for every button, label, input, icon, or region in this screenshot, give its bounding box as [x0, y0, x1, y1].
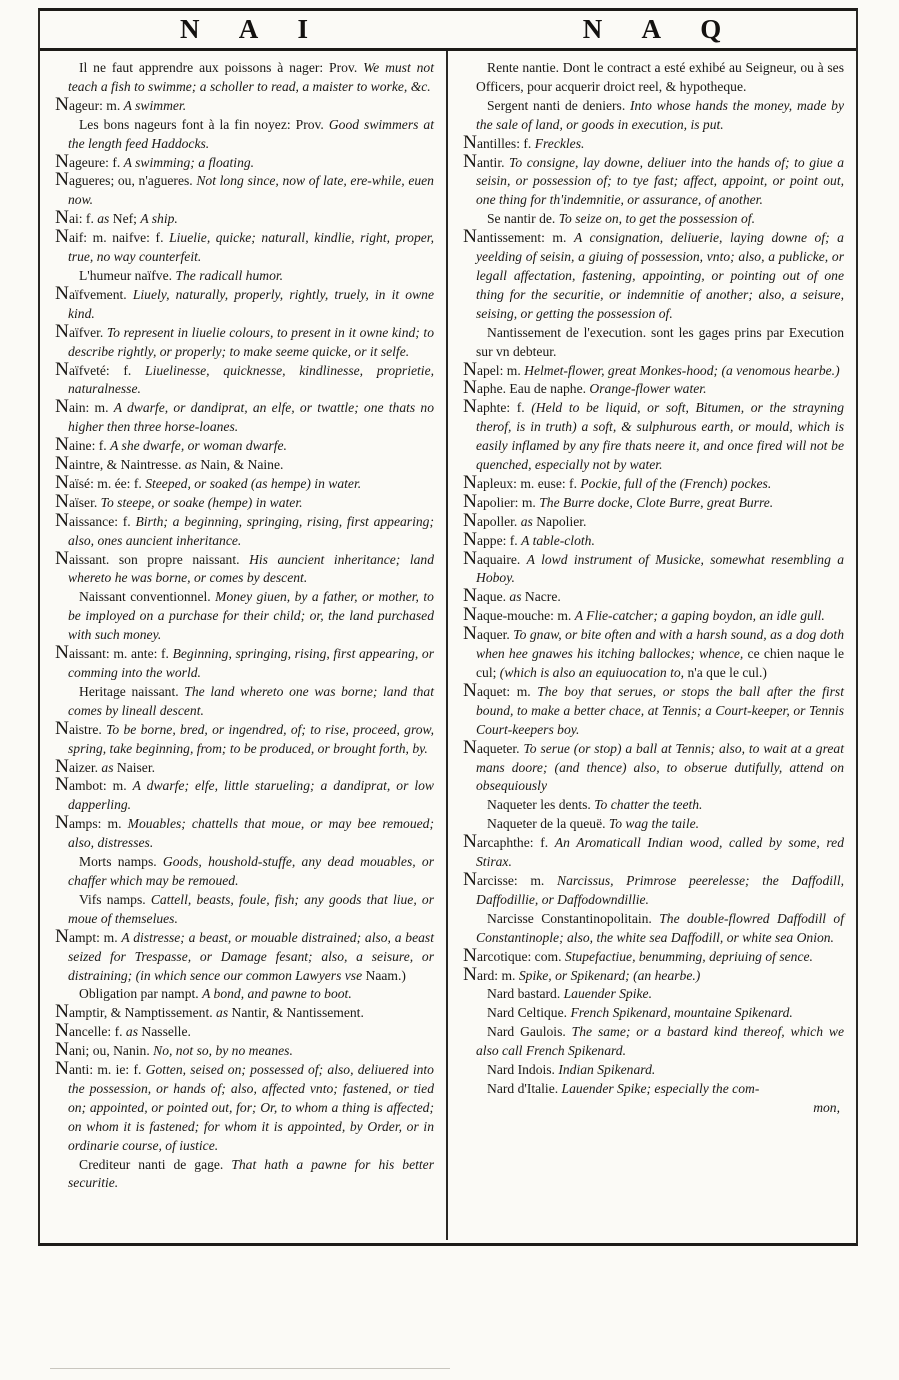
dictionary-subentry — [463, 796, 844, 815]
dictionary-entry — [463, 547, 844, 589]
text-run: Nageur: m. — [55, 93, 124, 115]
text-run: Nantissement: m. — [463, 226, 574, 248]
text-run: Vifs namps. — [79, 891, 151, 907]
text-run: Narcotique: com. — [463, 944, 565, 966]
text-run: Naqueter de la queuë. — [487, 816, 609, 832]
text-run: Naphte: f. — [463, 396, 532, 418]
dictionary-entry — [463, 963, 844, 986]
dictionary-entry — [463, 358, 844, 381]
dictionary-entry — [55, 320, 434, 362]
text-run: A table-cloth. — [521, 532, 595, 548]
dictionary-entry — [463, 585, 844, 607]
text-run: as — [97, 211, 113, 227]
text-run: Naïfvement. — [55, 282, 133, 304]
column-right-entries — [463, 59, 844, 1099]
text-run: Nard Celtique. — [487, 1005, 571, 1021]
dictionary-entry — [55, 755, 434, 778]
text-run: Il ne faut apprendre aux poissons à nager: Prov. — [79, 60, 364, 75]
running-head — [40, 11, 856, 51]
dictionary-subentry — [55, 853, 434, 891]
text-run: We must not teach a fish to swimme; a scholler to read, a maister to worke, &c. — [68, 60, 434, 94]
text-run: To seize on, to get the possession of. — [558, 211, 755, 227]
text-run: A ship. — [140, 211, 178, 227]
text-run: Nantilles: f. — [463, 131, 535, 153]
text-run: To gnaw, or bite often and with a harsh sound, as a dog doth when hee gnawes his itching ballockes; whence, — [476, 627, 845, 662]
dictionary-entry — [463, 604, 844, 626]
text-run: Naque-mouche: m. — [463, 604, 575, 626]
dictionary-entry — [463, 150, 844, 211]
text-run: Nard Indois. — [487, 1062, 559, 1078]
text-run: Nard d'Italie. — [487, 1080, 562, 1096]
text-run: Namps: m. — [55, 812, 128, 834]
dictionary-entry — [463, 396, 845, 475]
text-run: Naintre, & Naintresse. — [55, 453, 185, 475]
text-run: Nancelle: f. — [55, 1020, 126, 1042]
text-run: Naïfver. — [55, 320, 107, 342]
text-run: Obligation par nampt. — [79, 986, 203, 1002]
text-run: Crediteur nanti de gage. — [79, 1156, 232, 1172]
dictionary-subentry — [463, 1080, 844, 1099]
dictionary-entry — [463, 831, 844, 872]
dictionary-entry — [55, 434, 434, 456]
text-run: as — [216, 1005, 232, 1021]
text-run: A distresse; a beast, or mouable distrained; also, a beast seized for Trespasse, or Damage fesant; also, a seisure, or distraining; (in which sence our common Lawyers vse — [68, 929, 434, 983]
text-run: Not long since, now of late, ere-while, euen now. — [68, 173, 434, 208]
text-run: Liuelie, quicke; naturall, kindlie, right, proper, true, no way counterfeit. — [68, 230, 434, 265]
dictionary-subentry — [463, 97, 844, 135]
text-run: Naissant. son propre naissant. — [55, 547, 250, 569]
text-run: Nantissement de l'execution. sont les gages prins par Execution sur vn debteur. — [476, 324, 844, 359]
text-run: Rente nantie. Dont le contract a esté exhibé au Seigneur, ou à ses Officers, pour acquerir droict reel, & hypotheque. — [476, 60, 844, 94]
text-run: Naïfveté: f. — [55, 358, 146, 380]
dictionary-entry — [55, 358, 434, 400]
page-frame — [38, 8, 858, 1246]
dictionary-subentry — [463, 985, 844, 1004]
text-run: The boy that serues, or stops the ball after the first bound, to make a better chace, at Tennis; a Court-keeper, or Tennis Court-keepers boy. — [476, 683, 844, 737]
text-run: as — [101, 759, 117, 775]
text-run: Napleux: m. euse: f. — [463, 471, 581, 493]
dictionary-entry — [55, 925, 434, 986]
text-run: Into whose hands the money, made by the sale of land, or goods in execution, is put. — [476, 97, 844, 132]
dictionary-subentry — [55, 267, 434, 286]
dictionary-entry — [55, 150, 434, 173]
text-run: To serue (or stop) a ball at Tennis; also, to wait at a great mans doore; (and thence) also, to obserue dutifully, attend on obsequiously — [476, 740, 844, 794]
column-left — [40, 51, 448, 1240]
text-run: To chatter the teeth. — [594, 797, 703, 813]
text-run: Naquaire. — [463, 547, 527, 569]
running-head-left: N A I — [179, 14, 326, 44]
text-run: Naam.) — [365, 967, 406, 983]
text-run: Naqueter les dents. — [487, 797, 595, 813]
text-run: ce chien naque le cul; — [476, 646, 844, 680]
text-run: A lowd instrument of Musicke, somewhat resembling a Hoboy. — [476, 551, 844, 586]
text-run: Nai: f. — [55, 207, 98, 229]
text-run: Naquet: m. — [463, 679, 538, 701]
text-run: Naissant: m. ante: f. — [55, 642, 173, 664]
text-run: as — [509, 589, 525, 605]
text-run: A swimmer. — [123, 97, 187, 113]
text-run: A Flie-catcher; a gaping boydon, an idle gull. — [574, 608, 825, 624]
dictionary-entry — [55, 1020, 434, 1042]
text-run: Narcissus, Primrose peerelesse; the Daffodill, Daffodillie, or Daffodowndillie. — [476, 872, 844, 907]
dictionary-entry — [55, 642, 434, 683]
dictionary-subentry — [55, 1156, 434, 1194]
catchword: mon, — [813, 1099, 840, 1115]
text-run: as — [125, 1024, 142, 1040]
text-columns — [40, 51, 856, 1240]
dictionary-entry — [463, 623, 845, 683]
text-run: The same; or a bastard kind thereof, which we also call French Spikenard. — [476, 1024, 844, 1059]
text-run: Naiser. — [116, 759, 156, 775]
dictionary-entry — [463, 490, 844, 513]
text-run: as — [184, 457, 201, 473]
text-run: Money giuen, by a father, or mother, to be imployed on a purchase for their child; or, the land purchased with such money. — [68, 589, 434, 643]
text-run: Gotten, seised on; possessed of; also, deliuered into the possession, or hands of; also, affected vnto; fastened, or tied on; appointed, or pointed out, for; Or, to whom a thing is affected; on whom it is fastened; for whom it is appointed, by Order, or in ordinarie course, of iustice. — [68, 1062, 434, 1153]
dictionary-entry — [55, 774, 434, 815]
text-run: To wag the taile. — [608, 816, 700, 832]
text-run: Narcisse: m. — [463, 868, 557, 890]
text-run: Liuelinesse, quicknesse, kindlinesse, proprietie, naturalnesse. — [68, 362, 434, 397]
text-run: Freckles. — [534, 135, 585, 151]
text-run: Stupefactiue, benumming, depriuing of sence. — [564, 948, 813, 964]
dictionary-subentry — [55, 985, 434, 1004]
dictionary-subentry — [55, 891, 434, 929]
text-run: Nasselle. — [141, 1024, 191, 1040]
text-run: Pockie, full of the (French) pockes. — [580, 475, 772, 491]
dictionary-subentry — [463, 1023, 844, 1061]
text-run: Naissant conventionnel. — [79, 589, 216, 605]
dictionary-entry — [463, 226, 844, 324]
text-run: Napolier: m. — [463, 490, 540, 512]
dictionary-subentry — [463, 815, 844, 834]
dictionary-entry — [463, 528, 844, 551]
text-run: Orange-flower water. — [589, 381, 707, 397]
text-run: Mouables; chattells that moue, or may bee remoued; also, distresses. — [68, 816, 434, 851]
text-run: Naine: f. — [55, 434, 111, 456]
dictionary-entry — [463, 471, 844, 494]
text-run: Goods, houshold-stuffe, any dead mouables, or chaffer which may be remoued. — [68, 854, 434, 888]
text-run: as — [520, 513, 537, 529]
text-run: Indian Spikenard. — [558, 1062, 656, 1078]
dictionary-subentry — [55, 59, 434, 97]
dictionary-entry — [55, 282, 435, 324]
text-run: That hath a pawne for his better securitie. — [68, 1156, 434, 1191]
text-run: Nain: m. — [55, 396, 114, 418]
dictionary-entry — [55, 396, 435, 437]
text-run: Naphe. Eau de naphe. — [463, 377, 590, 399]
text-run: A dwarfe, or dandiprat, an elfe, or twattle; one thats no higher then three horse-loanes. — [68, 400, 435, 435]
dictionary-entry — [463, 868, 844, 910]
dictionary-entry — [463, 736, 844, 797]
text-run: (Held to be liquid, or soft, Bitumen, or the strayning therof, is in truth) a soft, & sulphurous earth, or mould, which is easily inflamed by any fire thats neere it, and once fired will not be quenched, especially not by water. — [476, 400, 845, 473]
text-run: Nantir. — [463, 150, 510, 172]
dictionary-entry — [55, 169, 434, 210]
dictionary-entry — [55, 1001, 434, 1023]
text-run: Cattell, beasts, foule, fish; any goods that liue, or moue of themselues. — [68, 891, 435, 926]
text-run: A dwarfe; elfe, little starueling; a dandiprat, or low dapperling. — [68, 778, 434, 813]
dictionary-entry — [463, 944, 844, 967]
text-run: (which is also an equiuocation to, — [499, 665, 688, 680]
text-run: To steepe, or soake (hempe) in water. — [100, 494, 303, 510]
text-run: Naque. — [463, 585, 510, 607]
text-run: A swimming; a floating. — [123, 154, 255, 170]
text-run: A consignation, deliuerie, laying downe of; a yeelding of seisin, a giuing of possession, vnto; also, a publicke, or legall affectation, fastening, appointing, or pointing out of one thing for the securitie, or indemnitie of another; also, a seisure, seising, or getting the possession of. — [476, 230, 844, 321]
dictionary-subentry — [463, 1004, 844, 1023]
text-run: To be borne, bred, or ingendred, of; to rise, proceed, grow, spring, take beginning, from; to be produced, or brought forth, by. — [68, 721, 434, 756]
dictionary-entry — [55, 490, 434, 513]
text-run: Nard: m. — [463, 963, 519, 985]
text-run: Nard Gaulois. — [487, 1024, 572, 1040]
text-run: The Burre docke, Clote Burre, great Burre. — [539, 494, 774, 510]
dictionary-subentry — [463, 59, 844, 97]
text-run: Naïser. — [55, 490, 101, 512]
text-run: A bond, and pawne to boot. — [202, 986, 352, 1002]
text-run: L'humeur naïfve. — [79, 267, 176, 283]
text-run: Beginning, springing, rising, first appearing, or comming into the world. — [68, 646, 434, 680]
dictionary-entry — [55, 547, 435, 589]
text-run: Sergent nanti de deniers. — [487, 97, 631, 113]
text-run: Naquer. — [463, 623, 514, 645]
text-run: To represent in liuelie colours, to present in it owne kind; to describe rightly, or properly; to make seeme quicke, or it selfe. — [68, 324, 434, 359]
text-run: Napoller. — [463, 509, 521, 531]
dictionary-entry — [55, 226, 434, 267]
dictionary-entry — [55, 509, 434, 551]
dictionary-subentry — [55, 116, 434, 154]
text-run: Naïsé: m. ée: f. — [55, 471, 146, 493]
dictionary-entry — [55, 207, 434, 229]
text-run: Nanti: m. ie: f. — [55, 1058, 146, 1080]
dictionary-subentry — [463, 324, 844, 362]
dictionary-entry — [463, 131, 844, 154]
text-run: Lauender Spike; especially the com- — [561, 1080, 760, 1096]
text-run: Nagueres; ou, n'agueres. — [55, 169, 197, 191]
dictionary-entry — [55, 1058, 434, 1156]
text-run: His auncient inheritance; land whereto he was borne, or comes by descent. — [68, 551, 435, 586]
text-run: Spike, or Spikenard; (an hearbe.) — [518, 967, 701, 983]
dictionary-entry — [463, 377, 844, 399]
text-run: n'a que le cul.) — [687, 665, 767, 680]
text-run: Liuely, naturally, properly, rightly, truely, in it owne kind. — [68, 286, 435, 321]
text-run: Steeped, or soaked (as hempe) in water. — [145, 475, 362, 491]
dictionary-entry — [55, 812, 434, 853]
dictionary-subentry — [463, 210, 844, 229]
text-run: The radicall humor. — [175, 267, 284, 283]
dictionary-entry — [463, 679, 844, 740]
text-run: Nageure: f. — [55, 150, 124, 172]
text-run: Naizer. — [55, 755, 102, 777]
text-run: An Aromaticall Indian wood, called by some, red Stirax. — [476, 835, 844, 870]
text-run: Good swimmers at the length feed Haddocks. — [68, 116, 434, 151]
column-right — [448, 51, 856, 1240]
text-run: Nappe: f. — [463, 528, 522, 550]
text-run: Morts namps. — [79, 854, 163, 870]
dictionary-entry — [55, 471, 434, 494]
running-head-right: N A Q — [582, 14, 739, 44]
text-run: Lauender Spike. — [563, 986, 652, 1002]
dictionary-entry — [55, 1039, 434, 1061]
text-run: Naif: m. naifve: f. — [55, 226, 170, 248]
dictionary-entry — [55, 453, 434, 475]
text-run: Naistre. — [55, 717, 107, 739]
text-run: Nain, & Naine. — [200, 457, 284, 473]
text-run: Helmet-flower, great Monkes-hood; (a venomous hearbe.) — [524, 362, 840, 378]
text-run: Napolier. — [536, 513, 587, 529]
dictionary-entry — [55, 93, 434, 116]
text-run: Les bons nageurs font à la fin noyez: Prov. — [79, 116, 329, 132]
text-run: Napel: m. — [463, 358, 525, 380]
text-run: The double-flowred Daffodill of Constantinople; also, the white sea Daffodill, or white sea Onion. — [476, 910, 844, 945]
text-run: Nambot: m. — [55, 774, 133, 796]
text-run: Birth; a beginning, springing, rising, first appearing; also, ones auncient inheritance. — [68, 513, 434, 548]
text-run: Namptir, & Namptissement. — [55, 1001, 217, 1023]
text-run: Heritage naissant. — [79, 683, 185, 699]
dictionary-subentry — [55, 588, 434, 645]
text-run: Nacre. — [524, 589, 561, 605]
dictionary-entry — [463, 509, 844, 532]
text-run: Se nantir de. — [487, 211, 559, 227]
dictionary-subentry — [55, 683, 434, 721]
text-run: Naqueter. — [463, 736, 524, 758]
text-run: To consigne, lay downe, deliuer into the hands of; to giue a seisin, or possession of; to tye fast; affect, appoint, or point out, one thing for th'indemnitie, or assurance, of another. — [476, 154, 844, 208]
text-run: The land whereto one was borne; land that comes by lineall descent. — [68, 683, 434, 718]
dictionary-subentry — [463, 910, 844, 948]
text-run: Nampt: m. — [55, 925, 122, 947]
text-run: Narcaphthe: f. — [463, 831, 555, 853]
text-run: Nantir, & Nantissement. — [231, 1005, 364, 1021]
text-run: A she dwarfe, or woman dwarfe. — [110, 438, 287, 454]
text-run: Naissance: f. — [55, 509, 136, 531]
text-run: No, not so, by no meanes. — [153, 1043, 293, 1059]
dictionary-entry — [55, 717, 434, 759]
text-run: Nard bastard. — [487, 986, 564, 1002]
dictionary-subentry — [463, 1061, 844, 1080]
text-run: Narcisse Constantinopolitain. — [487, 910, 660, 926]
page-edge-artifact — [50, 1368, 450, 1369]
text-run: Nani; ou, Nanin. — [55, 1039, 154, 1061]
text-run: French Spikenard, mountaine Spikenard. — [570, 1005, 793, 1021]
text-run: Nef; — [112, 211, 141, 227]
